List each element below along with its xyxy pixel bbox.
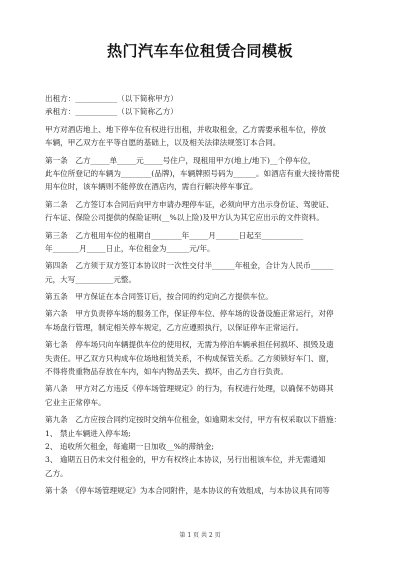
text-line: 失责任。甲乙双方只构成车位场地租赁关系，不构成保管关系。乙方须锁好车门、窗，	[45, 353, 334, 363]
text-line: 第七条 停车场只向车辆提供车位的使用权，无需为停泊车辆承担任何损坏、损毁及遗	[45, 340, 334, 350]
text-line: 车场盘行管理，制定相关停车规定，乙方应遵照执行，以保证停车正常运行。	[45, 322, 304, 332]
text-line: 行车证、保险公司提供的保险证明(__%以上险)及甲方认为其它应出示的文件资料。	[45, 213, 324, 223]
text-line: 承租方：___________（以下简称乙方）	[45, 107, 178, 117]
text-line: 第八条 甲方对乙方违反《停车场管理规定》的行为，有权进行处理，以确保不妨碍其	[45, 384, 334, 394]
text-line: 它业主正常停车。	[45, 397, 106, 407]
text-line: 元，大写__________元整。	[45, 274, 137, 284]
text-line: 年_______月_____日止，车位租金为______元/年。	[45, 243, 215, 253]
text-line: 不得将贵重物品存放在车内，如车内物品丢失、损坏，由乙方自行负责。	[45, 367, 288, 377]
document-body	[45, 92, 367, 498]
text-line: 第二条 乙方签订本合同后向甲方申请办理停车证，必须向甲方出示身份证、驾驶证、	[45, 199, 334, 209]
text-line: 1、 禁止车辆进入停车场;	[45, 428, 131, 438]
text-line: 用车位时，该车辆则不能停放在酒店内，需自行解决停车事宜。	[45, 182, 258, 192]
text-line: 车辆，甲乙双方在平等自愿的基础上，以及相关法律法规签订本合同。	[45, 138, 281, 148]
document-title: 热门汽车车位租赁合同模板	[106, 42, 293, 60]
text-line: 2、 追收所欠租金，每逾期一日加收__%的滞纳金;	[45, 441, 214, 451]
text-line: 甲方对酒店地上、地下停车位有权进行出租，并收取租金，乙方需要承租车位，停放	[45, 124, 326, 134]
text-line: 第四条 乙方须于双方签订本协议时一次性交付半______年租金，合计为人民币______	[45, 261, 334, 271]
text-line: 第三条 乙方租用车位的租期自________年_____月______日起至___________	[45, 230, 304, 240]
text-line: 第五条 甲方保证在本合同签订后，按合同的约定向乙方提供车位。	[45, 292, 273, 302]
text-line: 第一条 乙方_____单_____元_____号住户，现租用甲方(地上/地下)__个停车位，	[45, 155, 316, 165]
page-footer: 第 1 页 共 2 页	[179, 532, 221, 539]
text-line: 第六条 甲方负责停车场的服务工作，保证停车位、停车场的设备设施正常运行，对停	[45, 309, 334, 319]
text-line: 乙方。	[45, 468, 68, 478]
text-line: 出租方：___________（以下简称甲方）	[45, 94, 178, 103]
text-line: 3、 逾期五日仍未交付租金的，甲方有权终止本协议，另行出租该车位，并无需通知	[45, 455, 326, 465]
text-line: 此车位所登记的车辆为________(品牌)，车辆牌照号码为______。如酒店有重大接待需使	[45, 168, 340, 178]
text-line: 第十条 《停车场管理规定》为本合同附件，是本协议的有效组成，与本协议具有同等	[45, 486, 330, 496]
text-line: 第九条 乙方应按合同约定按时交纳车位租金，如逾期未交付，甲方有权采取以下措施：	[45, 415, 342, 425]
